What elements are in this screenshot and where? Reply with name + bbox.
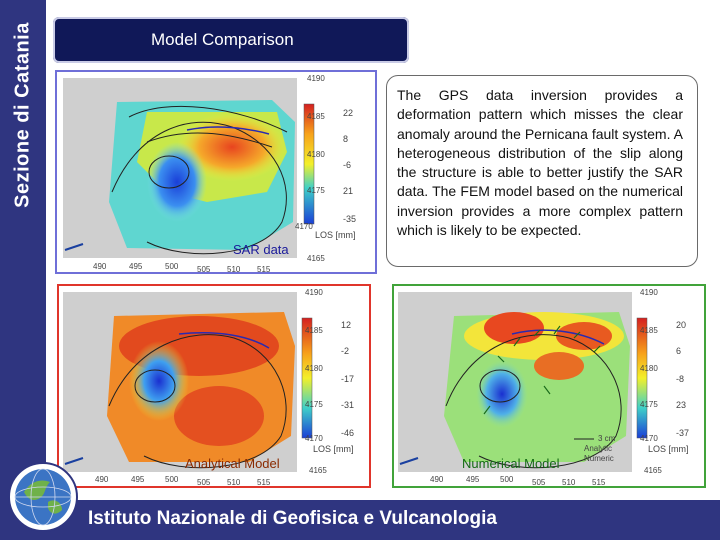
- colorbar-tick: 21: [343, 186, 354, 196]
- y-tick: 4185: [307, 112, 325, 121]
- x-tick: 505: [197, 265, 211, 274]
- x-tick: 505: [197, 478, 211, 487]
- y-tick: 4170: [295, 222, 313, 231]
- y-tick: 4175: [305, 400, 323, 409]
- x-tick: 495: [129, 262, 143, 271]
- colorbar-tick: -2: [341, 346, 350, 356]
- y-tick: 4170: [305, 434, 323, 443]
- x-tick: 500: [165, 262, 179, 271]
- colorbar-tick: 22: [343, 108, 354, 118]
- x-tick: 490: [93, 262, 107, 271]
- analytical-model-panel: [57, 284, 371, 488]
- y-tick: 4180: [305, 364, 323, 373]
- y-tick: 4165: [307, 254, 325, 263]
- colorbar-tick: -37: [676, 428, 690, 438]
- x-tick: 515: [257, 478, 271, 487]
- ingv-logo: [8, 462, 78, 532]
- y-tick: 4190: [307, 74, 325, 83]
- sidebar: [0, 0, 46, 500]
- sar-panel-label: SAR data: [233, 242, 289, 257]
- x-tick: 515: [592, 478, 606, 487]
- colorbar-tick: 23: [676, 400, 687, 410]
- analytical-panel-label: Analytical Model: [185, 456, 280, 471]
- colorbar-tick: 12: [341, 320, 352, 330]
- colorbar-tick: -46: [341, 428, 355, 438]
- sidebar-label: Sezione di Catania: [11, 22, 34, 208]
- x-tick: 515: [257, 265, 271, 274]
- legend-analytic: Analytic: [584, 444, 613, 453]
- x-tick: 510: [227, 478, 241, 487]
- y-tick: 4185: [305, 326, 323, 335]
- colorbar-tick: -17: [341, 374, 355, 384]
- legend-numeric: Numeric: [584, 454, 614, 463]
- numerical-panel-label: Numerical Model: [462, 456, 560, 471]
- colorbar-unit: LOS [mm]: [315, 230, 356, 240]
- y-tick: 4190: [305, 288, 323, 297]
- institute-name: Istituto Nazionale di Geofisica e Vulcanologia: [88, 508, 497, 529]
- page-title: Model Comparison: [151, 30, 294, 49]
- x-tick: 495: [466, 475, 480, 484]
- globe-icon: [10, 464, 76, 530]
- y-tick: 4165: [309, 466, 327, 475]
- colorbar-tick: 8: [343, 134, 349, 144]
- legend-scale: 3 cm: [598, 434, 616, 443]
- y-tick: 4170: [640, 434, 658, 443]
- sar-map: [57, 72, 375, 272]
- x-tick: 510: [562, 478, 576, 487]
- x-tick: 495: [131, 475, 145, 484]
- y-tick: 4175: [307, 186, 325, 195]
- x-tick: 510: [227, 265, 241, 274]
- x-tick: 505: [532, 478, 546, 487]
- numerical-model-panel: [392, 284, 706, 488]
- colorbar-tick: -6: [343, 160, 352, 170]
- colorbar-tick: -31: [341, 400, 355, 410]
- colorbar-tick: -35: [343, 214, 357, 224]
- colorbar-tick: 6: [676, 346, 682, 356]
- y-tick: 4190: [640, 288, 658, 297]
- x-tick: 500: [500, 475, 514, 484]
- y-tick: 4185: [640, 326, 658, 335]
- colorbar-unit: LOS [mm]: [313, 444, 354, 454]
- y-tick: 4175: [640, 400, 658, 409]
- y-tick: 4165: [644, 466, 662, 475]
- description-text: The GPS data inversion provides a deformation pattern which misses the clear anomaly around the Pernicana fault system. A heterogeneous distribution of the slip along the structure is able to better justify the SAR data. The FEM model based on the numerical inversion provides a more complex pattern which is likely to be expected.: [397, 87, 683, 239]
- colorbar-unit: LOS [mm]: [648, 444, 689, 454]
- title-box: [53, 17, 409, 63]
- y-tick: 4180: [307, 150, 325, 159]
- colorbar-tick: 20: [676, 320, 687, 330]
- colorbar-tick: -8: [676, 374, 685, 384]
- sar-data-panel: [55, 70, 377, 274]
- x-tick: 490: [430, 475, 444, 484]
- y-tick: 4180: [640, 364, 658, 373]
- description-box: [386, 75, 698, 267]
- x-tick: 490: [95, 475, 109, 484]
- x-tick: 500: [165, 475, 179, 484]
